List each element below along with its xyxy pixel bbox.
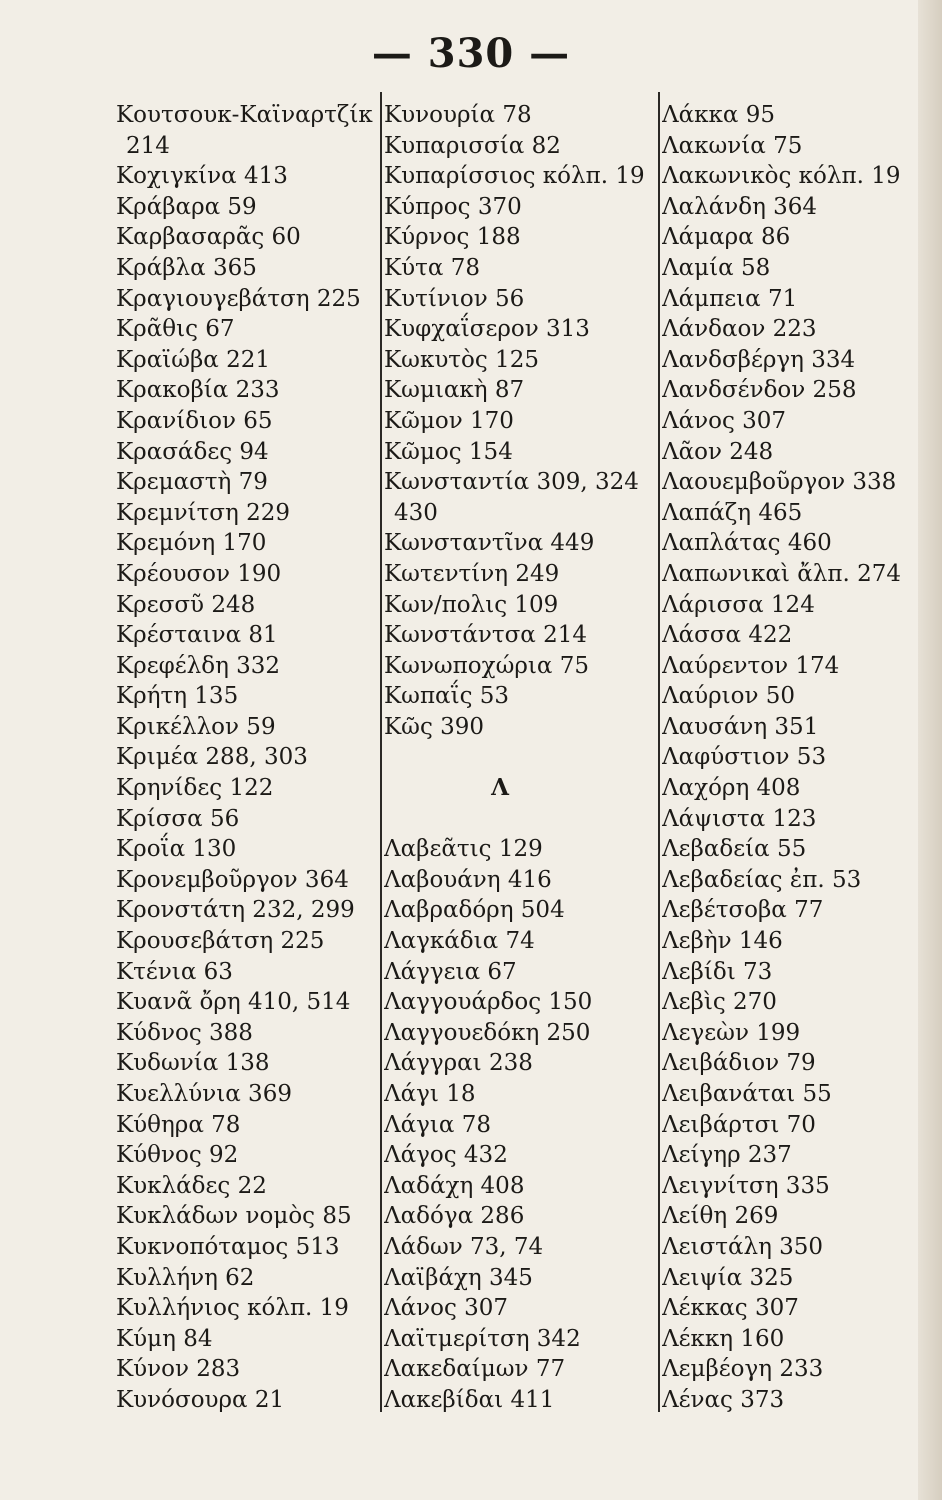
index-entry: Κυπαρίσσιος κόλπ. 19: [384, 163, 645, 190]
index-entry: Κωκυτὸς 125: [384, 346, 539, 373]
index-entry: Λαλάνδη 364: [662, 193, 818, 220]
index-entry: Κρήτη 135: [116, 683, 239, 710]
column-divider: [658, 92, 660, 1412]
index-entry: Λαυσάνη 351: [662, 713, 819, 740]
index-entry: Λαύρεντον 174: [662, 652, 840, 679]
index-entry: Λείθη 269: [662, 1203, 779, 1230]
index-entry: Λαπωνικαὶ ἄλπ. 274: [662, 560, 901, 587]
index-entry: 430: [394, 499, 438, 526]
index-entry: Κύρνος 188: [384, 224, 521, 251]
index-column-1: [116, 100, 378, 1416]
index-entry: Κωνωποχώρια 75: [384, 652, 589, 679]
index-entry: Κυνουρία 78: [384, 102, 532, 128]
index-entry: Κρονστάτη 232, 299: [116, 897, 355, 924]
index-entry: Κρέσταινα 81: [116, 622, 278, 649]
index-entry: Κροΐα 130: [116, 836, 237, 863]
index-entry: Καρβασαρᾶς 60: [116, 224, 301, 251]
index-entry: Λειβάρτσι 70: [662, 1111, 816, 1138]
index-entry: Λάμπεια 71: [662, 285, 798, 312]
index-entry: Λεμβέογη 233: [662, 1356, 824, 1383]
index-entry: Λεβὴν 146: [662, 928, 783, 955]
index-entry: Κύπρος 370: [384, 193, 522, 220]
index-entry: Κρηνίδες 122: [116, 775, 274, 802]
index-entry: Κῶμος 154: [384, 438, 513, 465]
index-entry: Λαουεμβοῦργον 338: [662, 469, 897, 496]
index-entry: Κραγιουγεβάτση 225: [116, 285, 361, 312]
index-entry: Κυφχαΐσερον 313: [384, 316, 590, 343]
index-entry: Κύθηρα 78: [116, 1111, 241, 1138]
index-column-3: [662, 100, 912, 1416]
index-entry: Κρεφέλδη 332: [116, 652, 281, 679]
index-entry: Λακωνικὸς κόλπ. 19: [662, 163, 901, 190]
index-entry: Κύνον 283: [116, 1356, 241, 1383]
index-entry: Κρεσσῦ 248: [116, 591, 256, 618]
index-entry: Κρέουσον 190: [116, 560, 282, 587]
index-entry: Κυνόσουρα 21: [116, 1386, 285, 1413]
index-entry: Κρασάδες 94: [116, 438, 269, 465]
index-entry: Κυκλάδες 22: [116, 1172, 267, 1199]
index-entry: Λαγγουεδόκη 250: [384, 1019, 591, 1046]
index-entry: Κωνσταντῖνα 449: [384, 530, 595, 557]
index-entry: Λειβανάται 55: [662, 1081, 832, 1107]
index-entry: Λεβίδι 73: [662, 958, 773, 985]
index-entry: Κυελλύνια 369: [116, 1081, 292, 1107]
column-divider: [380, 92, 382, 1412]
index-entry: Λαμία 58: [662, 254, 771, 281]
index-entry: Λαφύστιον 53: [662, 744, 827, 771]
index-entry: Λεβέτσοβα 77: [662, 897, 824, 924]
index-entry: Κύμη 84: [116, 1325, 213, 1352]
index-entry: Κωμιακὴ 87: [384, 377, 525, 404]
index-entry: Λαπλάτας 460: [662, 530, 832, 557]
index-entry: Λαϊβάχη 345: [384, 1264, 533, 1291]
index-entry: Κυανᾶ ὄρη 410, 514: [116, 989, 351, 1016]
index-entry: Λείγηρ 237: [662, 1142, 792, 1169]
index-entry: Κυδωνία 138: [116, 1050, 270, 1077]
section-letter: Λ: [491, 774, 509, 802]
index-entry: [384, 804, 656, 835]
index-entry: Λανδσένδον 258: [662, 377, 857, 404]
index-entry: Λαπάζη 465: [662, 499, 803, 526]
index-entry: Κρίσσα 56: [116, 805, 240, 832]
index-entry: Λάγι 18: [384, 1081, 476, 1107]
index-entry: Λέκκη 160: [662, 1325, 785, 1352]
index-entry: Κυπαρισσία 82: [384, 132, 561, 159]
index-entry: Κυκλάδων νομὸς 85: [116, 1203, 352, 1230]
index-entry: Λαϊτμερίτση 342: [384, 1325, 581, 1352]
index-entry: Λαβεᾶτις 129: [384, 836, 543, 863]
index-entry: Κραϊώβα 221: [116, 346, 271, 373]
index-entry: Κρεμνίτση 229: [116, 499, 290, 526]
index-entry: Κρεμαστὴ 79: [116, 469, 268, 496]
index-entry: Κρεμόνη 170: [116, 530, 267, 557]
index-entry: Λακεβίδαι 411: [384, 1386, 555, 1413]
index-entry: Λάγγραι 238: [384, 1050, 533, 1077]
index-entry: Λακεδαίμων 77: [384, 1356, 566, 1383]
index-entry: Λέκκας 307: [662, 1295, 799, 1322]
index-entry: Κωνσταντία 309, 324: [384, 469, 639, 496]
index-entry: Λάνδαον 223: [662, 316, 817, 343]
index-entry: Λάκκα 95: [662, 102, 776, 128]
index-entry: Λεβὶς 270: [662, 989, 777, 1016]
index-entry: Κυκνοπόταμος 513: [116, 1233, 340, 1260]
index-column-2: [384, 100, 656, 1416]
index-entry: Λεβαδεία 55: [662, 836, 807, 863]
facing-page-edge: [918, 0, 942, 1500]
index-entry: Κρᾶθις 67: [116, 316, 235, 343]
index-entry: Λάρισσα 124: [662, 591, 815, 618]
index-entry: 214: [126, 132, 170, 159]
index-entry: Λειβάδιον 79: [662, 1050, 816, 1077]
index-entry: Κυτίνιον 56: [384, 285, 525, 312]
index-entry: Κῶμον 170: [384, 407, 514, 434]
index-entry: Κύθνος 92: [116, 1142, 239, 1169]
index-entry: Λακωνία 75: [662, 132, 803, 159]
index-entry: Κωτεντίνη 249: [384, 560, 560, 587]
index-entry: Κρανίδιον 65: [116, 407, 273, 434]
index-entry: Λαδόγα 286: [384, 1203, 525, 1230]
index-entry: Λάσσα 422: [662, 622, 793, 649]
index-entry: Κων/πολις 109: [384, 591, 559, 618]
index-entry: Κρουσεβάτση 225: [116, 928, 325, 955]
index-entry: Λειστάλη 350: [662, 1233, 824, 1260]
index-entry: Λάγια 78: [384, 1111, 492, 1138]
index-entry: Κρικέλλον 59: [116, 713, 276, 740]
index-entry: Λάνος 307: [384, 1295, 509, 1322]
index-entry: Κρακοβία 233: [116, 377, 280, 404]
index-entry: Λᾶον 248: [662, 438, 774, 465]
index-entry: Λάγγεια 67: [384, 958, 517, 985]
index-entry: Λειγνίτση 335: [662, 1172, 830, 1199]
index-entry: Λένας 373: [662, 1386, 785, 1413]
index-entry: Λαγκάδια 74: [384, 928, 535, 955]
index-entry: Κοχιγκίνα 413: [116, 163, 288, 190]
index-entry: Λαύριον 50: [662, 683, 796, 710]
index-entry: Λάδων 73, 74: [384, 1233, 544, 1260]
index-entry: Κωπαΐς 53: [384, 683, 510, 710]
index-entry: Κρονεμβοῦργον 364: [116, 866, 349, 893]
index-entry: Λάμαρα 86: [662, 224, 791, 251]
index-entry: Λαβουάνη 416: [384, 866, 552, 893]
index-entry: Κυλλήνιος κόλπ. 19: [116, 1295, 349, 1322]
index-entry: Λανδσβέργη 334: [662, 346, 856, 373]
index-entry: Λαχόρη 408: [662, 775, 801, 802]
index-entry: Κτένια 63: [116, 958, 233, 985]
index-entry: Κράβλα 365: [116, 254, 257, 281]
index-entry: Λεγεὼν 199: [662, 1019, 801, 1046]
index-entry: Κύδνος 388: [116, 1019, 253, 1046]
index-entry: Κουτσουκ-Καϊναρτζίκ: [116, 102, 373, 128]
index-entry: Λάγος 432: [384, 1142, 508, 1169]
index-entry: Κύτα 78: [384, 254, 480, 281]
index-entry: Λάψιστα 123: [662, 805, 817, 832]
index-entry: Λαβραδόρη 504: [384, 897, 565, 924]
index-entry: Κριμέα 288, 303: [116, 744, 308, 771]
index-entry: Λαγγουάρδος 150: [384, 989, 593, 1016]
index-entry: Λεβαδείας ἐπ. 53: [662, 866, 862, 893]
index-entry: Λαδάχη 408: [384, 1172, 525, 1199]
index-entry: Κωνστάντσα 214: [384, 622, 588, 649]
page-number: — 330 —: [371, 30, 571, 77]
index-entry: Κῶς 390: [384, 713, 485, 740]
index-entry: Κυλλήνη 62: [116, 1264, 255, 1291]
index-entry: [384, 742, 656, 773]
index-entry: Λειψία 325: [662, 1264, 794, 1291]
index-entry: Κράβαρα 59: [116, 193, 257, 220]
index-entry: Λάνος 307: [662, 407, 787, 434]
